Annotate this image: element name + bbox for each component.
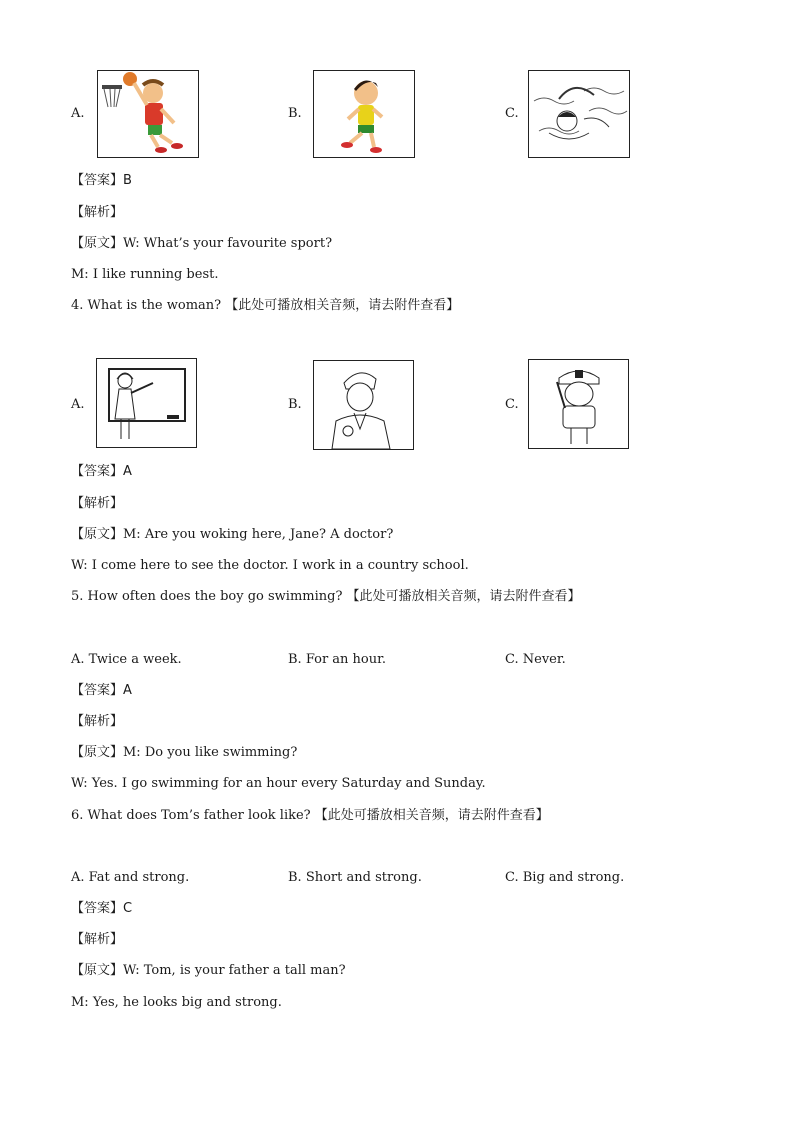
- q4-option-c-label: C.: [505, 397, 519, 412]
- q4-option-b-label: B.: [288, 397, 302, 412]
- q5-question: 5. How often does the boy go swimming? 【此处可播放相关音频，请去附件查看】: [71, 589, 581, 604]
- q6-option-c: C. Big and strong.: [505, 870, 625, 885]
- q4-question: 4. What is the woman? 【此处可播放相关音频，请去附件查看】: [71, 298, 460, 313]
- q6-transcript-line-2: M: Yes, he looks big and strong.: [71, 995, 282, 1010]
- q6-transcript-line-1: 【原文】W: Tom, is your father a tall man?: [71, 963, 346, 978]
- q4-transcript-line-2: W: I come here to see the doctor. I work in a country school.: [71, 558, 469, 573]
- q4-transcript-line-1: 【原文】M: Are you woking here, Jane? A doctor?: [71, 527, 394, 542]
- q3-answer: 【答案】B: [71, 173, 132, 188]
- doctor-icon: [313, 360, 414, 450]
- q5-transcript-line-2: W: Yes. I go swimming for an hour every Saturday and Sunday.: [71, 776, 486, 791]
- teacher-icon: [96, 358, 197, 448]
- q3-analysis: 【解析】: [71, 205, 124, 220]
- police-officer-icon: [528, 359, 629, 449]
- q4-option-a-label: A.: [71, 397, 85, 412]
- q6-question: 6. What does Tom’s father look like? 【此处可播放相关音频，请去附件查看】: [71, 808, 549, 823]
- q6-answer: 【答案】C: [71, 901, 133, 916]
- q6-option-a: A. Fat and strong.: [71, 870, 190, 885]
- q5-option-b: B. For an hour.: [288, 652, 387, 667]
- swimming-boy-icon: [528, 70, 630, 158]
- q5-transcript-line-1: 【原文】M: Do you like swimming?: [71, 745, 298, 760]
- q3-option-b-label: B.: [288, 106, 302, 121]
- q3-transcript-line-2: M: I like running best.: [71, 267, 219, 282]
- q5-analysis: 【解析】: [71, 714, 124, 729]
- q3-option-a-label: A.: [71, 106, 85, 121]
- q3-option-c-label: C.: [505, 106, 519, 121]
- q5-option-a: A. Twice a week.: [71, 652, 182, 667]
- q4-answer: 【答案】A: [71, 464, 132, 479]
- q5-option-c: C. Never.: [505, 652, 566, 667]
- basketball-player-icon: [97, 70, 199, 158]
- q4-analysis: 【解析】: [71, 496, 124, 511]
- q5-answer: 【答案】A: [71, 683, 132, 698]
- q3-transcript-line-1: 【原文】W: What’s your favourite sport?: [71, 236, 333, 251]
- q6-analysis: 【解析】: [71, 932, 124, 947]
- running-boy-icon: [313, 70, 415, 158]
- q6-option-b: B. Short and strong.: [288, 870, 422, 885]
